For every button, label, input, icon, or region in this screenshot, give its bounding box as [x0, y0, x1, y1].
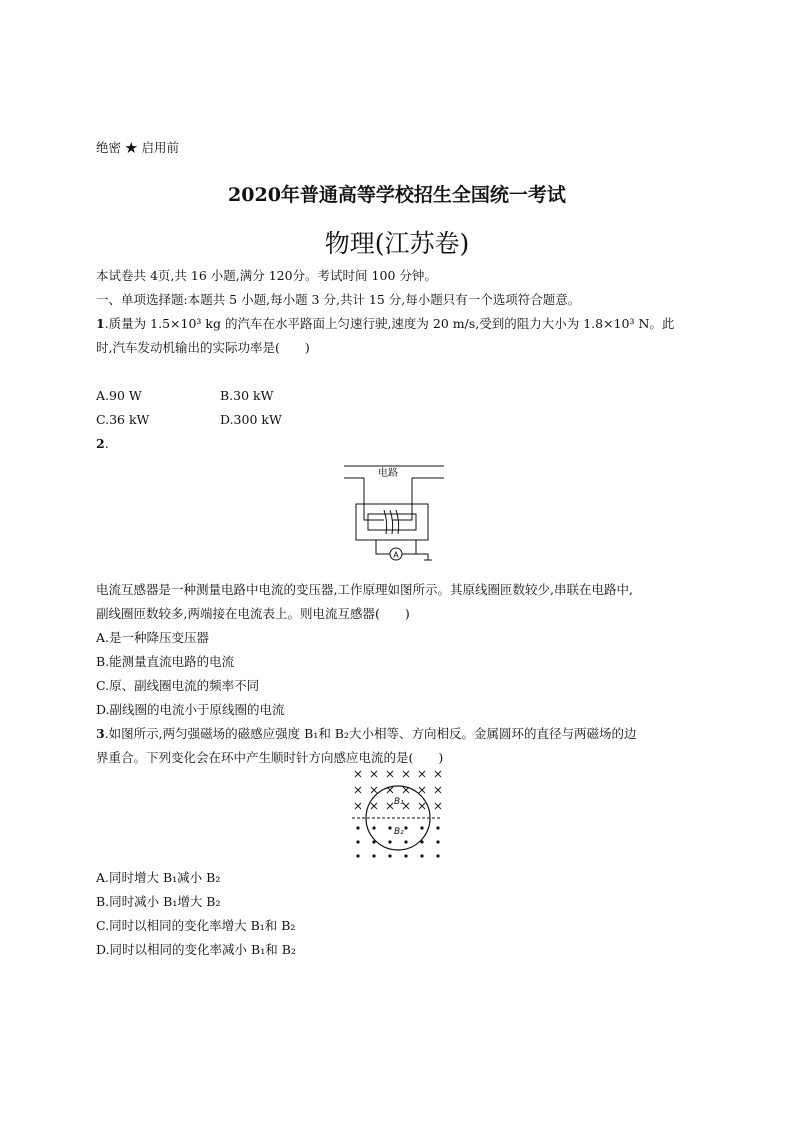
ground-lead — [416, 554, 428, 560]
q1-option-b: B.30 kW — [220, 388, 274, 403]
q1-text: .质量为 1.5×10³ kg 的汽车在水平路面上匀速行驶,速度为 20 m/s,受到的阻力大小为 1.8×10³ N。此 — [104, 316, 675, 331]
field-dot-mark — [356, 840, 359, 843]
field-dot-mark — [388, 854, 391, 857]
field-dot-mark — [388, 826, 391, 829]
q3-stem-line2: 界重合。下列变化会在环中产生顺时针方向感应电流的是( ) — [96, 750, 444, 765]
ammeter-label: A — [393, 550, 399, 560]
secondary-lead-right — [402, 540, 416, 554]
exam-intro: 本试卷共 4页,共 16 小题,满分 120分。考试时间 100 分钟。 — [96, 268, 437, 283]
q2-dot: . — [104, 436, 109, 451]
q3-option-a: A.同时增大 B₁减小 B₂ — [96, 870, 221, 885]
b1-label: B₁ — [394, 797, 404, 807]
magnetic-field-figure — [348, 766, 444, 862]
field-dot-mark — [356, 854, 359, 857]
q3-text: .如图所示,两匀强磁场的磁感应强度 B₁和 B₂大小相等、方向相反。金属圆环的直径与两磁场的边 — [104, 726, 637, 741]
current-transformer-figure — [340, 460, 452, 568]
q2-option-d: D.副线圈的电流小于原线圈的电流 — [96, 702, 285, 717]
field-dot-mark — [404, 854, 407, 857]
field-dot-mark — [420, 826, 423, 829]
q2-label — [96, 436, 109, 452]
secondary-lead-left — [376, 540, 390, 554]
field-dot-mark — [404, 826, 407, 829]
q1-stem-line2: 时,汽车发动机输出的实际功率是( ) — [96, 340, 310, 355]
q2-option-b: B.能测量直流电路的电流 — [96, 654, 235, 669]
q3-option-d: D.同时以相同的变化率减小 B₁和 B₂ — [96, 942, 296, 957]
q1-number: 1 — [96, 316, 105, 331]
secret-mark: 绝密 ★ 启用前 — [96, 140, 179, 155]
section1-heading: 一、单项选择题:本题共 5 小题,每小题 3 分,共计 15 分,每小题只有一个选项符合题意。 — [96, 292, 581, 307]
field-dot-mark — [388, 840, 391, 843]
field-dot-mark — [356, 826, 359, 829]
field-dot-mark — [436, 840, 439, 843]
field-dot-mark — [372, 826, 375, 829]
q1-option-a: A.90 W — [96, 388, 142, 403]
q2-stem-line2: 副线圈匝数较多,两端接在电流表上。则电流互感器( ) — [96, 606, 410, 621]
q3-stem-line1 — [96, 726, 637, 742]
field-dot-mark — [420, 854, 423, 857]
field-dot-mark — [436, 854, 439, 857]
q1-stem-line1 — [96, 316, 674, 332]
exam-title: 2020年普通高等学校招生全国统一考试 — [228, 184, 566, 206]
subject-title: 物理(江苏卷) — [324, 229, 470, 258]
q2-option-c: C.原、副线圈电流的频率不同 — [96, 678, 260, 693]
q1-option-c: C.36 kW — [96, 412, 150, 427]
q1-option-d: D.300 kW — [220, 412, 282, 427]
field-dot-mark — [436, 826, 439, 829]
b2-label: B₂ — [394, 827, 404, 837]
q3-option-b: B.同时减小 B₁增大 B₂ — [96, 894, 221, 909]
field-dot-mark — [404, 840, 407, 843]
circuit-label: 电路 — [378, 468, 398, 479]
field-dot-mark — [372, 854, 375, 857]
q2-number: 2 — [96, 436, 105, 451]
q3-number: 3 — [96, 726, 105, 741]
q2-option-a: A.是一种降压变压器 — [96, 630, 210, 645]
q2-stem-line1: 电流互感器是一种测量电路中电流的变压器,工作原理如图所示。其原线圈匝数较少,串联在电路中, — [96, 582, 633, 597]
q3-option-c: C.同时以相同的变化率增大 B₁和 B₂ — [96, 918, 296, 933]
